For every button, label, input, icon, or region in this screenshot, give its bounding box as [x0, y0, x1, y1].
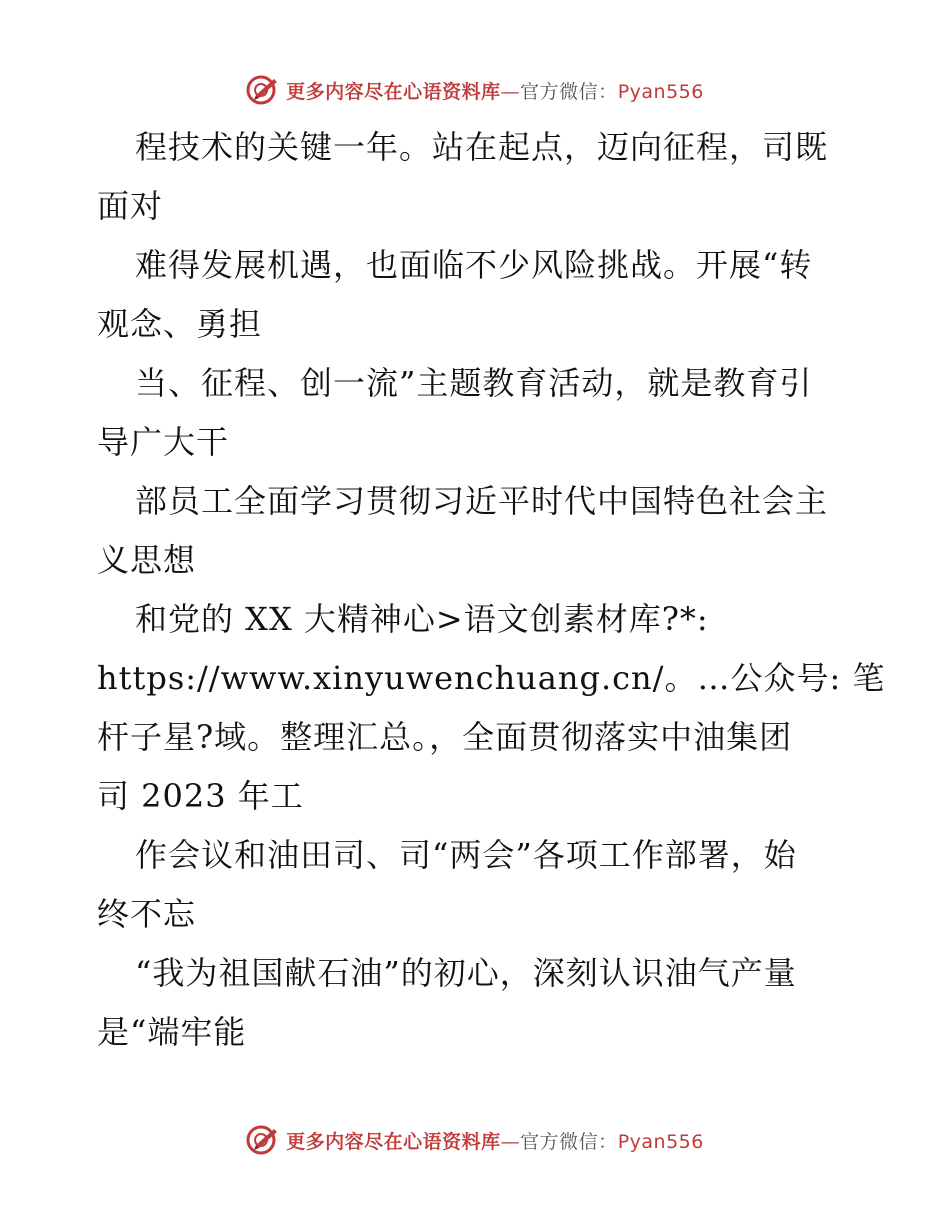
banner-text: [286, 1127, 704, 1154]
text-line: 面对: [97, 187, 164, 225]
header-banner: [0, 70, 950, 110]
text-line: “我为祖国献石油”的初心，深刻认识油气产量: [135, 954, 797, 992]
banner-dash: —: [500, 80, 521, 103]
text-line: 当、征程、创一流”主题教育活动，就是教育引: [135, 364, 813, 402]
text-line: 杆子星?域。整理汇总。，全面贯彻落实中油集团: [97, 718, 793, 756]
banner-official-text: 官方微信：: [520, 80, 618, 103]
banner-main-text: 更多内容尽在心语资料库: [286, 1130, 501, 1153]
text-line: 程技术的关键一年。站在起点，迈向征程，司既: [135, 128, 829, 166]
pen-logo-icon: [246, 73, 280, 107]
banner-official-text: 官方微信：: [520, 1130, 618, 1153]
pen-logo-icon: [246, 1123, 280, 1157]
footer-banner: [0, 1120, 950, 1160]
banner-handle: Pyan556: [617, 80, 704, 103]
banner-handle: Pyan556: [617, 1130, 704, 1153]
document-body: [97, 118, 886, 1062]
text-line: 导广大干: [97, 423, 230, 461]
text-line: 是“端牢能: [97, 1013, 247, 1051]
text-line: 作会议和油田司、司“两会”各项工作部署，始: [135, 836, 797, 874]
text-line: 部员工全面学习贯彻习近平时代中国特色社会主: [135, 482, 829, 520]
text-line: 义思想: [97, 541, 197, 579]
text-line: 司 2023 年工: [97, 777, 304, 815]
text-line: 和党的 XX 大精神心>语文创素材库?*:: [135, 600, 709, 638]
banner-dash: —: [500, 1130, 521, 1153]
text-line: https://www.xinyuwenchuang.cn/。…公众号: 笔: [97, 659, 886, 697]
text-line: 难得发展机遇，也面临不少风险挑战。开展“转: [135, 246, 813, 284]
banner-text: [286, 77, 704, 104]
banner-main-text: 更多内容尽在心语资料库: [286, 80, 501, 103]
text-line: 终不忘: [97, 895, 197, 933]
text-line: 观念、勇担: [97, 305, 263, 343]
